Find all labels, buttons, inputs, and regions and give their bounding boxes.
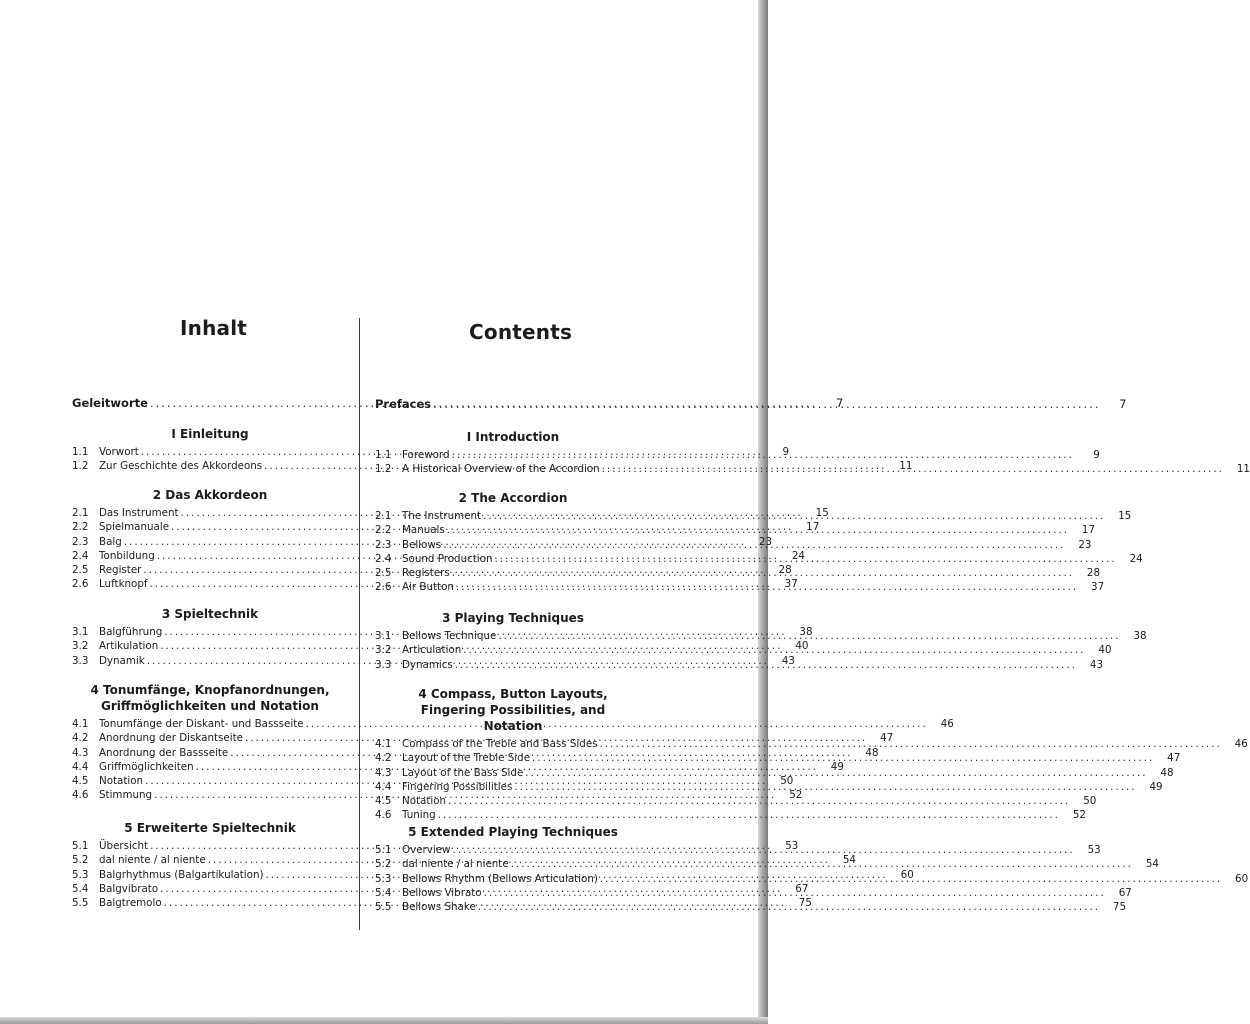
entry-number: 3.2	[375, 644, 392, 657]
entry-number: 4.2	[375, 752, 392, 765]
toc-row	[375, 580, 1105, 594]
entry-number: 5.3	[72, 868, 89, 881]
entry-title: Übersicht	[99, 840, 149, 852]
section-heading: 3 Spieltechnik	[161, 607, 259, 621]
toc-section	[375, 686, 1248, 823]
leader-dots	[463, 643, 1085, 657]
entry-number: 5.1	[375, 844, 392, 856]
leader-dots	[483, 509, 1105, 523]
entry-title: Bellows	[402, 538, 442, 551]
page-number: 48	[1160, 766, 1174, 779]
entry-title: Manuals	[402, 524, 445, 537]
page-number: 53	[785, 840, 799, 852]
entry-number: 1.1	[72, 446, 89, 458]
entry-number: 2.2	[72, 521, 89, 534]
entry-number: 5.3	[375, 872, 392, 885]
page-number: 40	[795, 640, 809, 653]
toc-row	[375, 538, 1092, 552]
page-number: 50	[780, 775, 794, 788]
page-number: 43	[1089, 658, 1104, 671]
entry-number: 4.3	[375, 766, 392, 779]
toc-row	[375, 523, 1096, 537]
toc-row	[375, 566, 1100, 580]
entry-title: Bellows Shake	[402, 901, 476, 914]
page-number: 52	[789, 789, 803, 802]
entry-title: The Instrument	[402, 510, 482, 522]
toc-column-english	[375, 0, 1250, 1024]
leader-dots	[448, 794, 1070, 808]
page-number: 15	[815, 507, 829, 519]
page-number: 24	[791, 549, 805, 562]
leader-dots	[532, 751, 1154, 765]
page-number: 38	[799, 626, 813, 638]
entry-number: 4.6	[375, 809, 392, 822]
leader-dots	[511, 857, 1133, 871]
toc-top-entry	[375, 397, 1127, 411]
page-number: 17	[806, 521, 820, 534]
entry-title: Balgtremolo	[99, 897, 162, 910]
page-number: 60	[900, 868, 914, 881]
entry-number: 3.1	[72, 626, 89, 638]
page-number: 28	[1086, 567, 1100, 580]
toc-section	[375, 824, 1249, 914]
leader-dots	[433, 397, 1100, 411]
entry-title: Articulation	[402, 644, 462, 657]
section-heading: 4 Compass, Button Layouts, Fingering Possibilities, and Notation	[418, 687, 608, 733]
entry-title: Zur Geschichte des Akkordeons	[99, 460, 263, 473]
entry-title: Notation	[402, 795, 447, 808]
page-number: 49	[1149, 780, 1163, 793]
entry-title: Griffmöglichkeiten	[99, 760, 194, 773]
entry-number: 3.1	[375, 630, 392, 642]
toc-row	[375, 886, 1132, 900]
entry-number: 4.4	[375, 780, 392, 793]
entry-title: Bellows Vibrato	[402, 886, 482, 899]
entry-title: Anordnung der Bassseite	[99, 746, 229, 759]
toc-row	[375, 900, 1127, 914]
leader-dots	[494, 552, 1116, 566]
leader-dots	[525, 766, 1147, 780]
entry-title: Balgrhythmus (Balgartikulation)	[99, 868, 264, 881]
entry-number: 4.5	[72, 775, 89, 788]
toc-row	[375, 808, 1086, 822]
entry-title: Compass of the Treble and Bass Sides	[402, 738, 598, 750]
entry-number: 5.5	[72, 897, 89, 910]
page-number: 11	[1236, 463, 1250, 476]
entry-number: 1.2	[72, 460, 89, 473]
page-title: Contents	[469, 320, 573, 344]
page-number: 46	[940, 718, 954, 730]
page-number: 60	[1235, 872, 1249, 885]
toc-row	[375, 448, 1100, 462]
entry-title: Anordnung der Diskantseite	[99, 732, 243, 745]
leader-dots	[455, 658, 1077, 672]
toc-row	[375, 658, 1104, 672]
page-number: 67	[795, 882, 809, 895]
leader-dots	[600, 872, 1222, 886]
entry-title: Layout of the Bass Side	[402, 766, 524, 779]
entry-title: Tonbildung	[99, 549, 155, 562]
page-number: 23	[758, 535, 773, 548]
toc-row	[72, 853, 856, 867]
leader-dots	[447, 523, 1069, 537]
entry-number: 3.3	[72, 654, 89, 667]
entry-title: Das Instrument	[99, 507, 179, 519]
entry-number: 4.4	[72, 760, 89, 773]
entry-title: dal niente / al niente	[402, 858, 509, 871]
entry-title: Stimmung	[99, 789, 153, 802]
leader-dots	[443, 538, 1065, 552]
section-heading: 3 Playing Techniques	[442, 611, 584, 625]
toc-row	[375, 843, 1101, 857]
leader-dots	[514, 780, 1136, 794]
page-number: 7	[835, 396, 844, 410]
entry-number: 2.4	[72, 549, 89, 562]
entry-title: Artikulation	[99, 640, 159, 653]
entry-number: 2.4	[375, 552, 392, 565]
page-number: 46	[1234, 738, 1248, 750]
page-number: 9	[782, 446, 790, 458]
entry-number: 2.3	[72, 535, 89, 548]
entry-number: 5.2	[72, 854, 89, 867]
entry-title: Tonumfänge der Diskant- und Bassseite	[99, 718, 304, 730]
entry-number: 2.3	[375, 538, 392, 551]
section-heading: 2 The Accordion	[458, 491, 568, 505]
section-heading: 5 Erweiterte Spieltechnik	[124, 821, 296, 835]
entry-title: Balgführung	[99, 626, 163, 638]
page-number: 50	[1083, 795, 1097, 808]
toc-section	[375, 610, 1147, 672]
entry-title: Dynamik	[99, 654, 145, 667]
toc-row	[375, 857, 1159, 871]
entry-title: A Historical Overview of the Accordion	[402, 463, 600, 476]
entry-title: Air Button	[402, 581, 454, 594]
page-number: 11	[899, 460, 913, 473]
page-number: 37	[1091, 581, 1105, 594]
entry-title: Sound Production	[402, 552, 493, 565]
page-number: 53	[1087, 844, 1101, 856]
section-heading: I Einleitung	[171, 427, 249, 441]
entry-number: 4.1	[375, 738, 392, 750]
page-number: 9	[1093, 449, 1100, 461]
toc-row	[375, 629, 1147, 643]
toc-row	[375, 643, 1112, 657]
entry-number: 2.1	[72, 507, 89, 519]
entry-title: Overview	[402, 844, 451, 856]
page-number: 17	[1081, 524, 1096, 537]
entry-title: Notation	[99, 775, 144, 788]
leader-dots	[498, 629, 1120, 643]
page-number: 47	[880, 732, 894, 745]
page-number: 38	[1133, 630, 1147, 642]
entry-title: dal niente / al niente	[99, 854, 206, 867]
entry-title: Luftknopf	[99, 578, 148, 591]
page-number: 28	[778, 564, 792, 577]
entry-title: Balg	[99, 535, 122, 548]
entry-number: 2.6	[72, 578, 89, 591]
entry-title: Dynamics	[402, 658, 453, 671]
entry-number: 1.1	[375, 449, 392, 461]
entry-number: 5.4	[72, 882, 89, 895]
page-number: 37	[784, 578, 798, 591]
entry-number: 4.3	[72, 746, 89, 759]
entry-number: 5.2	[375, 858, 392, 871]
entry-number: 2.5	[72, 564, 89, 577]
entry-title: Bellows Technique	[402, 630, 497, 642]
entry-number: 2.6	[375, 581, 392, 594]
entry-number: 4.6	[72, 789, 89, 802]
leader-dots	[438, 808, 1060, 822]
page-number: 67	[1118, 886, 1132, 899]
leader-dots	[452, 566, 1074, 580]
entry-number: 4.5	[375, 795, 392, 808]
entry-number: 3.3	[375, 658, 392, 671]
leader-dots	[452, 843, 1074, 857]
leader-dots	[602, 462, 1224, 476]
entry-number: 3.2	[72, 640, 89, 653]
page-number: 48	[865, 746, 879, 759]
leader-dots	[484, 886, 1106, 900]
section-heading: 5 Extended Playing Techniques	[408, 825, 618, 839]
leader-dots	[452, 448, 1074, 462]
entry-number: 2.5	[375, 567, 392, 580]
section-heading: I Introduction	[466, 430, 560, 444]
entry-number: 1.2	[375, 463, 392, 476]
entry-number: 4.2	[72, 732, 89, 745]
entry-title: Foreword	[402, 449, 450, 461]
entry-title: Vorwort	[99, 446, 139, 458]
page-number: 24	[1129, 552, 1143, 565]
page-number: 47	[1167, 752, 1181, 765]
entry-title: Layout of the Treble Side	[402, 752, 531, 765]
page-number: 52	[1072, 809, 1086, 822]
toc-row	[375, 552, 1143, 566]
entry-number: 5.4	[375, 886, 392, 899]
entry-title: Tuning	[402, 809, 436, 822]
entry-number: 5.5	[375, 901, 392, 914]
page-number: 54	[842, 854, 856, 867]
entry-number: 2.1	[375, 510, 392, 522]
entry-title: Registers	[402, 567, 450, 580]
entry-number: 5.1	[72, 840, 89, 852]
section-heading: 2 Das Akkordeon	[152, 488, 268, 502]
toc-row	[375, 462, 1250, 476]
toc-top-label: Prefaces	[375, 397, 432, 411]
section-heading: 4 Tonumfänge, Knopfanordnungen, Griffmöglichkeiten und Notation	[90, 683, 330, 713]
entry-title: Fingering Possibilities	[402, 780, 513, 793]
entry-number: 4.1	[72, 718, 89, 730]
entry-title: Register	[99, 564, 142, 577]
page-number: 49	[830, 760, 844, 773]
toc-row	[72, 717, 954, 731]
page-title: Inhalt	[180, 316, 248, 340]
leader-dots	[456, 580, 1078, 594]
leader-dots	[478, 900, 1100, 914]
page-number: 75	[1112, 901, 1127, 914]
page-number: 23	[1078, 538, 1092, 551]
page-number: 43	[781, 654, 795, 667]
toc-section	[375, 490, 1143, 595]
toc-section	[375, 429, 1250, 477]
page-number: 75	[798, 897, 812, 910]
page-number: 40	[1098, 644, 1112, 657]
toc-top-label: Geleitworte	[72, 396, 148, 410]
entry-title: Balgvibrato	[99, 882, 159, 895]
page-number: 7	[1119, 397, 1127, 411]
entry-number: 2.2	[375, 524, 392, 537]
page-number: 54	[1145, 858, 1159, 871]
toc-row	[375, 509, 1132, 523]
entry-title: Spielmanuale	[99, 521, 170, 534]
page-number: 15	[1118, 510, 1132, 522]
leader-dots	[600, 737, 1222, 751]
toc-row	[375, 872, 1249, 886]
entry-title: Bellows Rhythm (Bellows Articulation)	[402, 872, 598, 885]
